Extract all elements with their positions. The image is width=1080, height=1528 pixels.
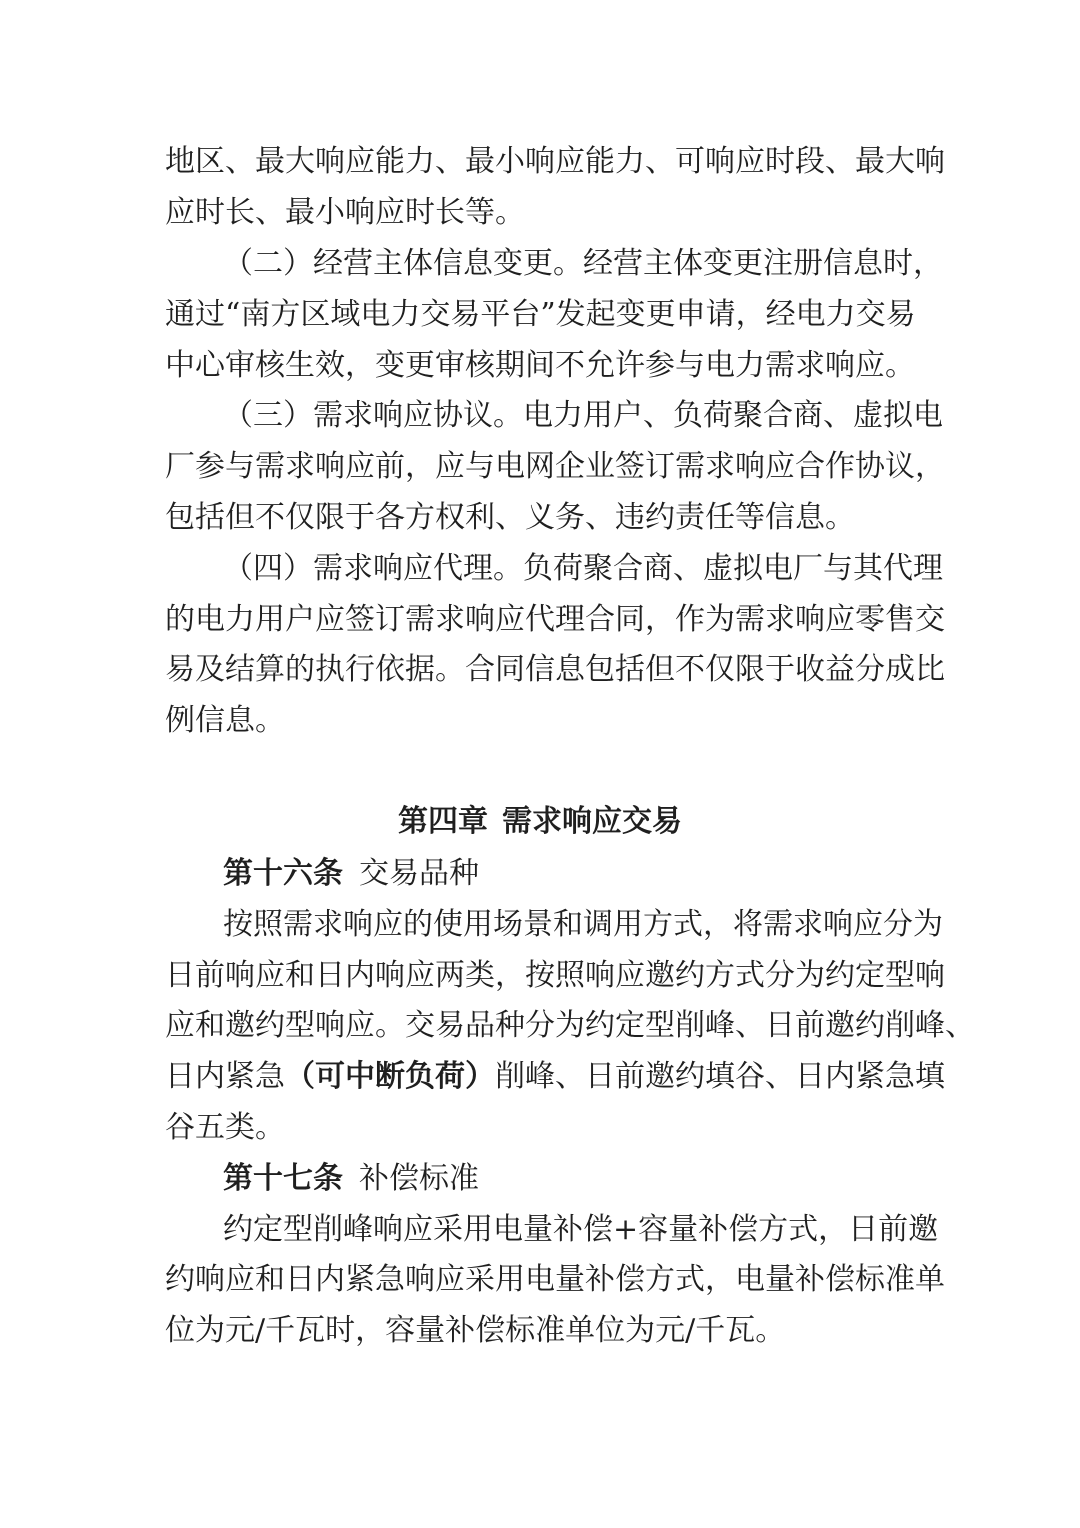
body-text-line: 通过“南方区域电力交易平台”发起变更申请，经电力交易 (165, 297, 916, 332)
body-text-line: （三）需求响应协议。电力用户、负荷聚合商、虚拟电 (223, 398, 943, 433)
body-text-line: 例信息。 (165, 703, 285, 738)
body-text-line: （四）需求响应代理。负荷聚合商、虚拟电厂与其代理 (223, 551, 943, 586)
body-text-line (165, 1051, 945, 1103)
body-text-line: （二）经营主体信息变更。经营主体变更注册信息时， (223, 246, 943, 281)
body-text-line: 日前响应和日内响应两类，按照响应邀约方式分为约定型响 (165, 958, 945, 993)
article-title: 交易品种 (359, 856, 479, 891)
article-number: 第十六条 (223, 856, 343, 891)
chapter-number: 第四章 (398, 804, 488, 839)
article-heading (223, 1153, 479, 1205)
body-text-line: 应时长、最小响应时长等。 (165, 195, 525, 230)
chapter-title: 需求响应交易 (502, 804, 682, 839)
body-text-line: 的电力用户应签订需求响应代理合同，作为需求响应零售交 (165, 602, 945, 637)
body-text-line: 地区、最大响应能力、最小响应能力、可响应时段、最大响 (165, 144, 945, 179)
article-number: 第十七条 (223, 1161, 343, 1196)
body-text-line: 厂参与需求响应前，应与电网企业签订需求响应合作协议， (165, 449, 945, 484)
body-text-line: 易及结算的执行依据。合同信息包括但不仅限于收益分成比 (165, 652, 945, 687)
body-text-line: 位为元/千瓦时，容量补偿标准单位为元/千瓦。 (165, 1313, 786, 1348)
body-text-line: 中心审核生效，变更审核期间不允许参与电力需求响应。 (165, 348, 915, 383)
body-text-line: 约定型削峰响应采用电量补偿+容量补偿方式，日前邀 (223, 1212, 939, 1247)
text-segment: 日内紧急 (165, 1059, 285, 1094)
chapter-heading (0, 796, 1080, 848)
article-heading (223, 848, 479, 900)
body-text-line: 按照需求响应的使用场景和调用方式，将需求响应分为 (223, 907, 943, 942)
bold-text-segment: （可中断负荷） (285, 1059, 495, 1094)
text-segment: 削峰、日前邀约填谷、日内紧急填 (495, 1059, 945, 1094)
body-text-line: 谷五类。 (165, 1110, 285, 1145)
body-text-line: 约响应和日内紧急响应采用电量补偿方式，电量补偿标准单 (165, 1262, 945, 1297)
body-text-line: 应和邀约型响应。交易品种分为约定型削峰、日前邀约削峰、 (165, 1008, 975, 1043)
body-text-line: 包括但不仅限于各方权利、义务、违约责任等信息。 (165, 500, 855, 535)
article-title: 补偿标准 (359, 1161, 479, 1196)
